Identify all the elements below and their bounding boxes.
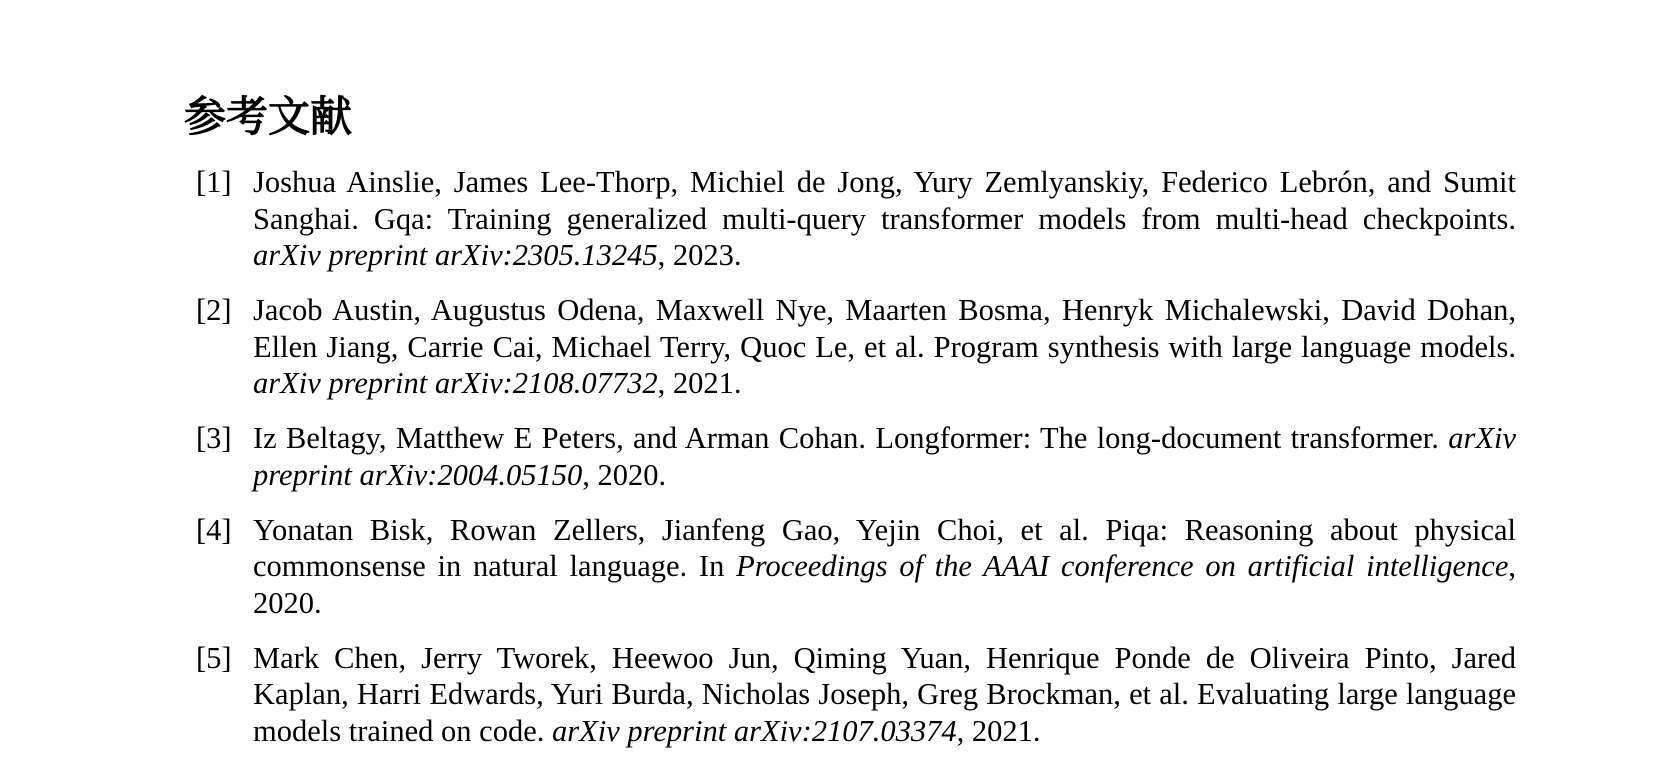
reference-venue: arXiv preprint arXiv:2107.03374 [551, 713, 957, 748]
reference-body: Yonatan Bisk, Rowan Zellers, Jianfeng Gao, Yejin Choi, et al. Piqa: Reasoning about physical commonsense in natural language. In [253, 512, 1516, 583]
reference-year: , 2021. [657, 366, 742, 400]
reference-venue: arXiv preprint arXiv:2305.13245 [253, 238, 658, 272]
reference-entry-4 [196, 512, 1516, 622]
reference-number: [4] [196, 512, 232, 547]
reference-body: Joshua Ainslie, James Lee-Thorp, Michiel de Jong, Yury Zemlyanskiy, Federico Lebrón, and Sumit Sanghai. Gqa: Training generalized multi-query transformer models from multi-head checkpoints. [253, 165, 1516, 236]
reference-year: , 2021. [956, 713, 1041, 748]
reference-venue: arXiv preprint arXiv:2004.05150 [253, 421, 1516, 492]
reference-number: [1] [196, 165, 232, 199]
reference-number: [3] [196, 421, 232, 455]
reference-body: Mark Chen, Jerry Tworek, Heewoo Jun, Qiming Yuan, Henrique Ponde de Oliveira Pinto, Jared Kaplan, Harri Edwards, Yuri Burda, Nicholas Joseph, Greg Brockman, et al. Evaluating large language models trained on code. [253, 640, 1516, 748]
reference-entry-3 [196, 420, 1516, 493]
reference-venue: arXiv preprint arXiv:2108.07732 [253, 366, 658, 400]
reference-body: Jacob Austin, Augustus Odena, Maxwell Nye, Maarten Bosma, Henryk Michalewski, David Dohan, Ellen Jiang, Carrie Cai, Michael Terry, Quoc Le, et al. Program synthesis with large language models. [253, 293, 1516, 364]
reference-entry-2 [196, 292, 1516, 402]
reference-year: , 2020. [582, 457, 667, 492]
reference-year: , 2023. [657, 238, 742, 272]
reference-year: , 2020. [253, 549, 1516, 620]
reference-number: [2] [196, 293, 232, 327]
reference-body: Iz Beltagy, Matthew E Peters, and Arman Cohan. Longformer: The long-document transformer. [253, 421, 1449, 455]
reference-number: [5] [196, 640, 232, 675]
reference-venue: Proceedings of the AAAI conference on artificial intelligence [736, 549, 1509, 583]
reference-entry-5 [196, 640, 1516, 750]
reference-list [196, 164, 1516, 768]
references-heading: 参考文献 [184, 92, 353, 141]
reference-entry-1 [196, 164, 1516, 274]
